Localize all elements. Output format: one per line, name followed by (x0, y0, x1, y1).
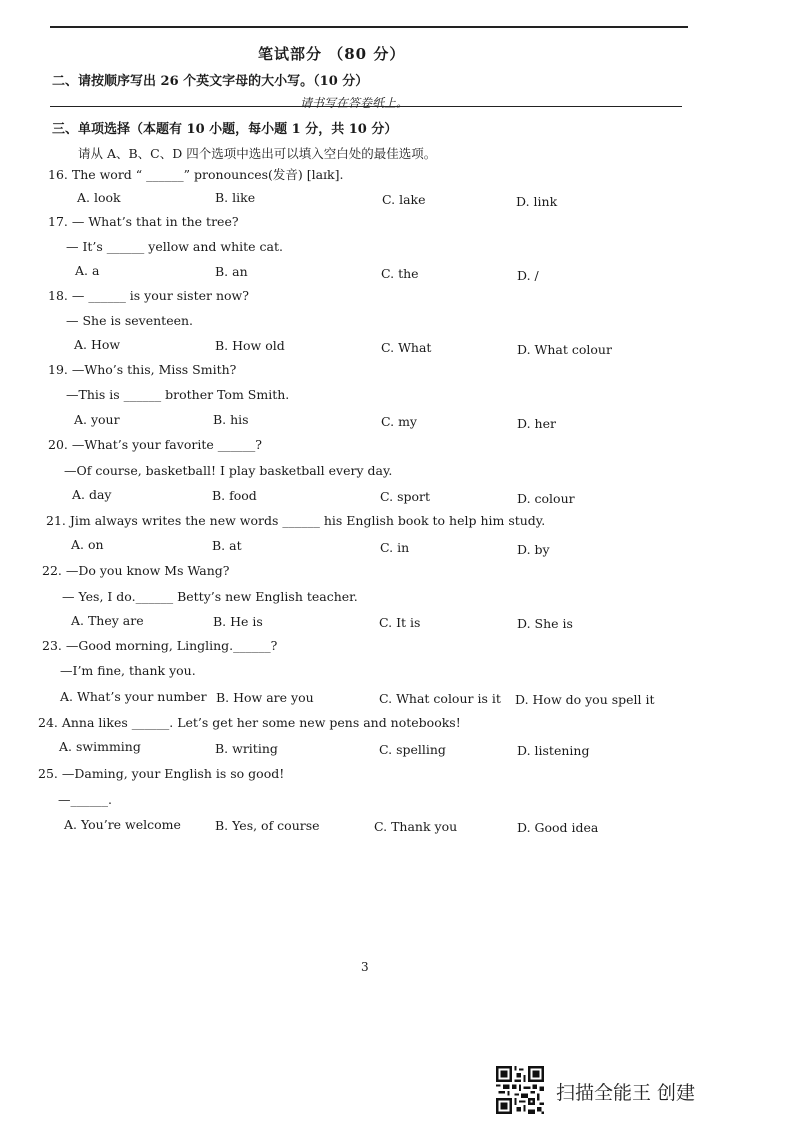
page-title: 笔试部分 （80 分） (258, 45, 406, 63)
question-23-option-d: D. How do you spell it (515, 692, 655, 707)
question-25-line-2: —______. (58, 792, 112, 807)
question-23-stem: 23. —Good morning, Lingling.______? (42, 638, 278, 653)
question-22-stem: 22. —Do you know Ms Wang? (42, 563, 230, 578)
question-21-option-a: A. on (71, 537, 104, 552)
question-22-option-c: C. It is (379, 615, 421, 630)
question-18-line-2: — She is seventeen. (66, 313, 194, 328)
question-19-option-c: C. my (381, 414, 417, 429)
question-20-option-a: A. day (72, 487, 112, 502)
question-21-stem: 21. Jim always writes the new words ______ his English book to help him study. (46, 513, 546, 528)
question-20-option-c: C. sport (380, 489, 431, 504)
question-16-option-a: A. look (77, 190, 121, 205)
question-17-line-2: — It’s ______ yellow and white cat. (66, 239, 283, 254)
question-25-option-d: D. Good idea (517, 820, 599, 835)
section3-heading: 三、单项选择（本题有 10 小题，每小题 1 分，共 10 分） (52, 122, 398, 137)
question-21-option-b: B. at (212, 538, 242, 553)
question-24-option-a: A. swimming (59, 739, 141, 754)
question-23-option-c: C. What colour is it (379, 691, 501, 706)
question-20-stem: 20. —What’s your favorite ______? (48, 437, 262, 452)
question-18-stem: 18. — ______ is your sister now? (48, 288, 249, 303)
page-number: 3 (361, 960, 369, 974)
question-17-option-c: C. the (381, 266, 419, 281)
question-20-option-b: B. food (212, 488, 257, 503)
question-20-line-2: —Of course, basketball! I play basketball every day. (64, 463, 393, 478)
question-16-option-c: C. lake (382, 192, 426, 207)
question-18-option-b: B. How old (215, 338, 285, 353)
question-23-line-2: —I’m fine, thank you. (60, 663, 196, 678)
question-22-option-d: D. She is (517, 616, 573, 631)
question-17-option-b: B. an (215, 264, 248, 279)
question-22-line-2: — Yes, I do.______ Betty’s new English teacher. (62, 589, 358, 604)
section2-note: 请书写在答卷纸上。 (300, 96, 409, 110)
question-19-option-a: A. your (74, 412, 120, 427)
question-25-stem: 25. —Daming, your English is so good! (38, 766, 285, 781)
section3-instruction: 请从 A、B、C、D 四个选项中选出可以填入空白处的最佳选项。 (78, 146, 437, 161)
qr-code-icon (496, 1066, 544, 1114)
question-24-option-b: B. writing (215, 741, 278, 756)
question-19-option-b: B. his (213, 412, 249, 427)
question-17-option-d: D. / (517, 268, 539, 283)
question-17-option-a: A. a (75, 263, 100, 278)
question-23-option-a: A. What’s your number (60, 689, 207, 704)
question-18-option-a: A. How (74, 337, 121, 352)
scanner-brand-text: 扫描全能王 创建 (556, 1082, 696, 1104)
question-24-option-d: D. listening (517, 743, 590, 758)
top-rule (50, 26, 688, 28)
question-16-option-b: B. like (215, 190, 256, 205)
question-19-line-2: —This is ______ brother Tom Smith. (66, 387, 290, 402)
question-19-option-d: D. her (517, 416, 556, 431)
section2-heading: 二、请按顺序写出 26 个英文字母的大小写。（10 分） (52, 74, 369, 89)
question-24-option-c: C. spelling (379, 742, 446, 757)
question-21-option-d: D. by (517, 542, 550, 557)
section2-rule (50, 106, 682, 107)
question-18-option-d: D. What colour (517, 342, 612, 357)
question-16-option-d: D. link (516, 194, 558, 209)
question-16-stem: 16. The word “ ______” pronounces(发音) [laɪk]. (48, 167, 344, 182)
question-19-stem: 19. —Who’s this, Miss Smith? (48, 362, 237, 377)
question-18-option-c: C. What (381, 340, 432, 355)
question-25-option-a: A. You’re welcome (64, 817, 181, 832)
question-22-option-a: A. They are (71, 613, 144, 628)
question-23-option-b: B. How are you (216, 690, 314, 705)
question-25-option-c: C. Thank you (374, 819, 458, 834)
question-22-option-b: B. He is (213, 614, 263, 629)
question-20-option-d: D. colour (517, 491, 575, 506)
question-21-option-c: C. in (380, 540, 410, 555)
question-25-option-b: B. Yes, of course (215, 818, 320, 833)
question-24-stem: 24. Anna likes ______. Let’s get her some new pens and notebooks! (38, 715, 461, 730)
question-17-stem: 17. — What’s that in the tree? (48, 214, 239, 229)
